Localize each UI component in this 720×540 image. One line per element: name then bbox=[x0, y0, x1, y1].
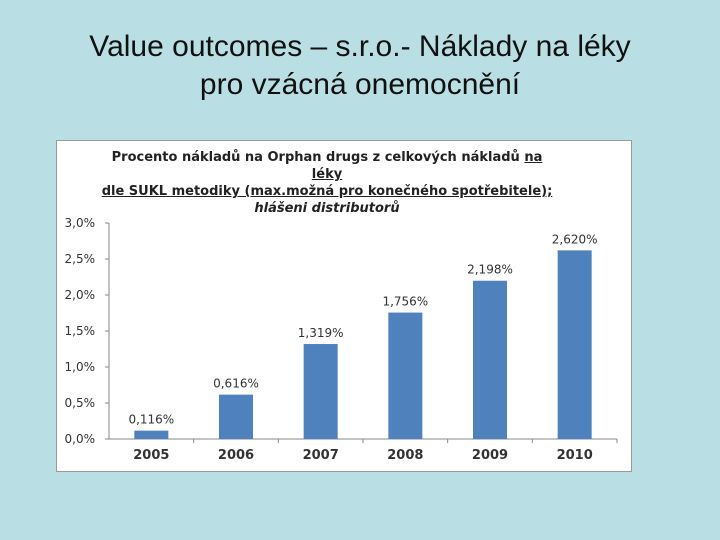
slide-title-line-2: pro vzácná onemocnění bbox=[199, 68, 521, 101]
chart-container bbox=[56, 140, 632, 472]
x-tick-label-2007: 2007 bbox=[302, 448, 339, 463]
y-tick-label: 2,0% bbox=[64, 288, 95, 302]
x-tick-label-2010: 2010 bbox=[556, 448, 593, 463]
bar-2009 bbox=[473, 281, 507, 439]
y-tick-label: 3,0% bbox=[64, 216, 95, 230]
bar-2007 bbox=[304, 344, 338, 439]
chart-title-line-1-text: Procento nákladů na Orphan drugs z celkových nákladů bbox=[111, 150, 525, 165]
x-tick-label-2009: 2009 bbox=[471, 448, 509, 463]
x-tick-label-2006: 2006 bbox=[217, 448, 255, 463]
chart-title-line-2: dle SUKL metodiky (max.možná pro konečného spotřebitele); bbox=[101, 184, 553, 199]
slide-title-line-1: Value outcomes – s.r.o.- Náklady na léky bbox=[89, 30, 631, 63]
x-tick-label-2005: 2005 bbox=[133, 448, 170, 463]
bar-2005 bbox=[134, 431, 168, 439]
data-label-2007: 1,319% bbox=[297, 326, 344, 341]
data-label-2009: 2,198% bbox=[467, 262, 513, 277]
data-label-2005: 0,116% bbox=[128, 412, 175, 427]
chart-title-line-1-underlined: na léky bbox=[311, 150, 543, 182]
chart-title-line-3: hlášeni distributorů bbox=[254, 201, 400, 216]
y-tick-label: 0,0% bbox=[64, 432, 95, 446]
data-label-2006: 0,616% bbox=[213, 376, 259, 391]
data-label-2008: 1,756% bbox=[382, 294, 429, 309]
y-tick-label: 2,5% bbox=[64, 252, 95, 266]
x-tick-label-2008: 2008 bbox=[387, 448, 424, 463]
data-label-2010: 2,620% bbox=[551, 232, 598, 247]
slide-title bbox=[0, 28, 720, 104]
y-tick-label: 1,5% bbox=[64, 324, 95, 338]
y-tick-label: 0,5% bbox=[64, 396, 95, 410]
bar-2006 bbox=[219, 395, 253, 439]
chart-title-line-1 bbox=[97, 149, 557, 183]
bar-2008 bbox=[388, 313, 422, 439]
y-tick-label: 1,0% bbox=[64, 360, 95, 374]
chart-title bbox=[97, 149, 557, 217]
bar-2010 bbox=[558, 250, 592, 439]
